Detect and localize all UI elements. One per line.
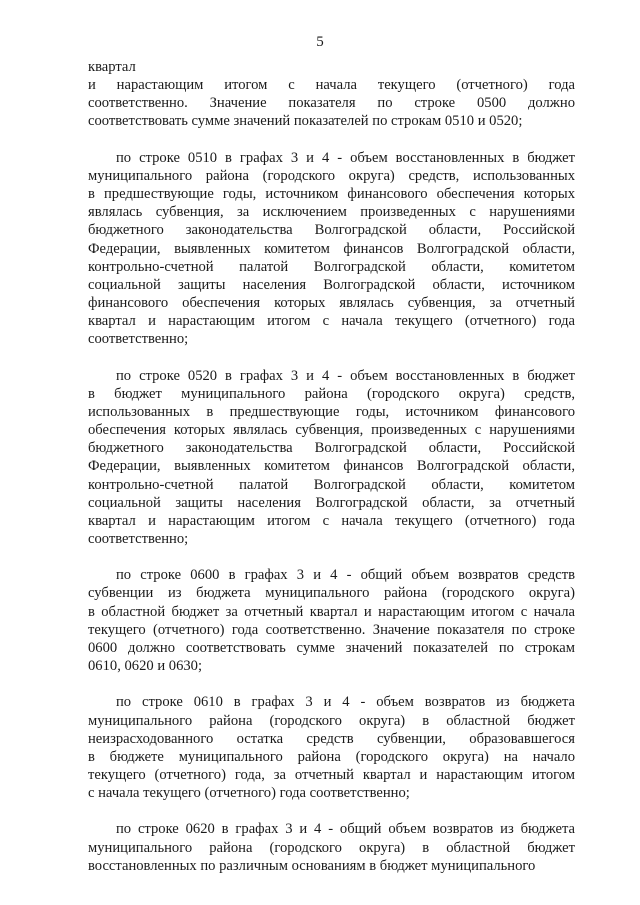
text-line: квартал и нарастающим итогом с начала текущего (отчетного) года	[88, 313, 575, 330]
text-line: бюджетного законодательства Волгоградской области, Российской	[88, 222, 575, 239]
text-line: 0600 должно соответствовать сумме значений показателей по строкам	[88, 639, 575, 656]
text-line: контрольно-счетной палатой Волгоградской области, комитетом	[88, 476, 575, 493]
text-line: текущего (отчетного) года соответственно. Значение показателя по строке	[88, 621, 575, 638]
text-line: текущего (отчетного) года, за отчетный квартал и нарастающим итогом	[88, 767, 575, 784]
text-line: 0610, 0620 и 0630;	[88, 658, 203, 675]
text-line: бюджетного законодательства Волгоградской области, Российской	[88, 440, 575, 457]
text-line: использованных в предшествующие годы, источником финансового	[88, 403, 575, 420]
text-line: соответственно;	[88, 331, 189, 348]
paragraph-row-0510	[88, 149, 575, 349]
text-line: социальной защиты населения Волгоградской области, за отчетный	[88, 494, 575, 511]
text-line: по строке 0620 в графах 3 и 4 - общий объем возвратов из бюджета	[116, 821, 575, 838]
text-line: являлась субвенция, за исключением произведенных с нарушениями	[88, 204, 575, 221]
text-line: финансового обеспечения которых являлась субвенция, за отчетный	[88, 295, 575, 312]
text-line: по строке 0610 в графах 3 и 4 - объем возвратов из бюджета	[116, 694, 575, 711]
text-line: Федерации, выявленных комитетом финансов Волгоградской области,	[88, 458, 575, 475]
text-line: соответствовать сумме значений показателей по строкам 0510 и 0520;	[88, 113, 523, 130]
paragraph-row-0520	[88, 367, 575, 549]
text-line: квартал и нарастающим итогом с начала текущего (отчетного) года	[88, 512, 575, 529]
paragraph-row-0610	[88, 693, 575, 802]
text-line: по строке 0510 в графах 3 и 4 - объем восстановленных в бюджет	[116, 149, 575, 166]
text-line: муниципального района (городского округа) средств, использованных	[88, 167, 575, 184]
text-line: с начала текущего (отчетного) года соответственно;	[88, 785, 410, 802]
text-line: квартал	[88, 59, 136, 75]
page-number: 5	[316, 34, 324, 50]
text-line: контрольно-счетной палатой Волгоградской области, комитетом	[88, 258, 575, 275]
paragraph-row-0600	[88, 566, 575, 675]
text-line: восстановленных по различным основаниям в бюджет муниципального	[88, 857, 536, 874]
text-line: обеспечения которых являлась субвенция, произведенных с нарушениями	[88, 422, 575, 439]
paragraph-row-0620	[88, 820, 575, 874]
text-line: по строке 0520 в графах 3 и 4 - объем восстановленных в бюджет	[116, 367, 575, 384]
text-line: субвенции из бюджета муниципального района (городского округа)	[88, 585, 575, 602]
text-line: соответственно;	[88, 531, 189, 548]
text-line: соответственно. Значение показателя по строке 0500 должно	[88, 95, 575, 112]
text-line: в бюджете муниципального района (городского округа) на начало	[88, 748, 575, 765]
text-line: муниципального района (городского округа) в областной бюджет	[88, 839, 575, 856]
text-line: неизрасходованного остатка средств субвенции, образовавшегося	[88, 730, 575, 747]
text-line: Федерации, выявленных комитетом финансов Волгоградской области,	[88, 240, 575, 257]
text-line: социальной защиты населения Волгоградской области, источником	[88, 276, 575, 293]
document-body	[88, 58, 575, 893]
text-line: муниципального района (городского округа) в областной бюджет	[88, 712, 575, 729]
paragraph-row-0500-continuation	[88, 58, 575, 131]
text-line: в предшествующие годы, источником финансового обеспечения которых	[88, 186, 575, 203]
text-line: в бюджет муниципального района (городского округа) средств,	[88, 385, 575, 402]
text-line: по строке 0600 в графах 3 и 4 - общий объем возвратов средств	[116, 567, 575, 584]
text-line: и нарастающим итогом с начала текущего (отчетного) года	[88, 77, 575, 94]
text-line: в областной бюджет за отчетный квартал и нарастающим итогом с начала	[88, 603, 575, 620]
